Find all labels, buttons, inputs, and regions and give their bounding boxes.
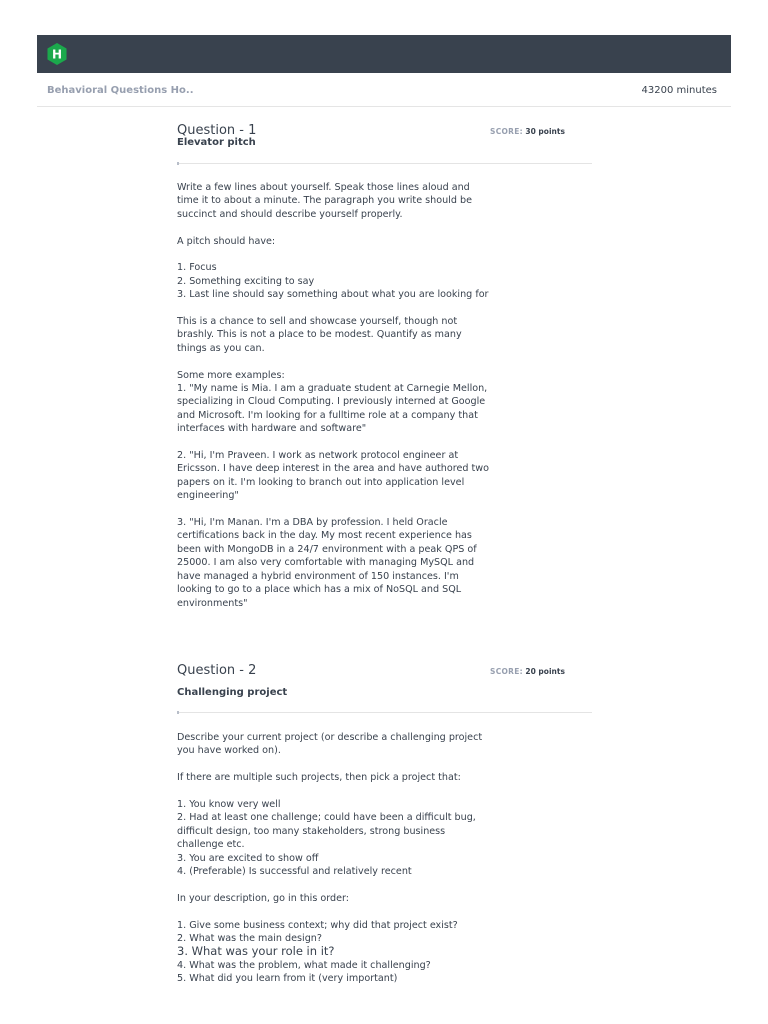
- question-heading: Question - 1: [177, 123, 257, 138]
- description-line: and Microsoft. I'm looking for a fulltime role at a company that: [177, 409, 478, 421]
- description-line: A pitch should have:: [177, 235, 276, 247]
- description-line: succinct and should describe yourself properly.: [177, 208, 403, 220]
- description-line: specializing in Cloud Computing. I previously interned at Google: [177, 396, 486, 408]
- list-item: 2. Had at least one challenge; could have been a difficult bug,: [177, 812, 476, 824]
- question-divider: [177, 712, 592, 713]
- question-title: Challenging project: [177, 687, 288, 698]
- question-heading: Question - 2: [177, 663, 257, 678]
- list-item: 1. Focus: [177, 262, 217, 274]
- list-item: 4. (Preferable) Is successful and relatively recent: [177, 866, 412, 878]
- example-paragraph: [177, 449, 492, 503]
- description-line: Write a few lines about yourself. Speak those lines aloud and: [177, 182, 470, 193]
- description-line: papers on it. I'm looking to branch out into application level: [177, 476, 465, 488]
- description-paragraph: [177, 315, 492, 355]
- description-line: been with MongoDB in a 24/7 environment with a peak QPS of: [177, 543, 477, 555]
- description-line: you have worked on).: [177, 745, 281, 757]
- question-score: [490, 667, 565, 676]
- description-line: Describe your current project (or describe a challenging project: [177, 732, 483, 743]
- list-item: 1. You know very well: [177, 799, 281, 810]
- description-line: interfaces with hardware and software": [177, 423, 367, 435]
- description-line: certifications back in the day. My most recent experience has: [177, 530, 472, 542]
- description-paragraph: [177, 181, 492, 221]
- top-navigation-bar: [37, 35, 731, 73]
- description-line: Some more examples:: [177, 369, 285, 381]
- question-score: [490, 127, 565, 136]
- list-item: 4. What was the problem, what made it challenging?: [177, 959, 431, 971]
- example-paragraph: [177, 369, 492, 436]
- description-paragraph: [177, 235, 492, 248]
- logo-letter: H: [51, 47, 63, 62]
- test-info-bar: [37, 73, 731, 107]
- description-line: environments": [177, 597, 248, 609]
- description-line: brashly. This is not a place to be modest. Quantify as many: [177, 329, 462, 341]
- list-item: 3. What was your role in it?: [177, 944, 335, 959]
- test-duration: 43200 minutes: [641, 85, 717, 96]
- list-item: 2. Something exciting to say: [177, 275, 315, 287]
- description-line: things as you can.: [177, 342, 265, 354]
- description-list: [177, 919, 492, 986]
- score-value: 30 points: [525, 127, 565, 136]
- description-line: In your description, go in this order:: [177, 892, 350, 904]
- question-title: Elevator pitch: [177, 137, 256, 148]
- question-divider: [177, 163, 592, 164]
- description-paragraph: [177, 771, 492, 784]
- score-value: 20 points: [525, 667, 565, 676]
- description-line: 2. "Hi, I'm Praveen. I work as network protocol engineer at: [177, 450, 459, 462]
- description-line: have managed a hybrid environment of 150 instances. I'm: [177, 570, 459, 582]
- description-line: Ericsson. I have deep interest in the area and have authored two: [177, 463, 489, 475]
- description-line: looking to go to a place which has a mix of NoSQL and SQL: [177, 584, 462, 596]
- list-item: challenge etc.: [177, 839, 245, 851]
- description-list: [177, 798, 492, 878]
- question-description: [177, 181, 492, 623]
- hackerrank-logo-icon[interactable]: [47, 43, 67, 65]
- description-paragraph: [177, 892, 492, 905]
- description-list: [177, 261, 492, 301]
- description-line: This is a chance to sell and showcase yourself, though not: [177, 316, 458, 328]
- list-item: difficult design, too many stakeholders, strong business: [177, 825, 446, 837]
- question-description: [177, 731, 492, 999]
- list-item: 1. Give some business context; why did that project exist?: [177, 919, 458, 931]
- list-item: 3. Last line should say something about what you are looking for: [177, 289, 489, 301]
- list-item: 3. You are excited to show off: [177, 852, 319, 864]
- score-label: SCORE:: [490, 127, 523, 136]
- list-item: 5. What did you learn from it (very important): [177, 973, 398, 985]
- test-title[interactable]: Behavioral Questions Ho..: [47, 85, 194, 96]
- description-paragraph: [177, 731, 492, 758]
- description-line: time it to about a minute. The paragraph you write should be: [177, 195, 472, 207]
- score-label: SCORE:: [490, 667, 523, 676]
- description-line: engineering": [177, 490, 239, 502]
- description-line: 3. "Hi, I'm Manan. I'm a DBA by profession. I held Oracle: [177, 517, 448, 529]
- description-line: 1. "My name is Mia. I am a graduate student at Carnegie Mellon,: [177, 383, 488, 395]
- description-line: If there are multiple such projects, then pick a project that:: [177, 772, 461, 784]
- description-line: 25000. I am also very comfortable with managing MySQL and: [177, 557, 475, 569]
- example-paragraph: [177, 516, 492, 610]
- list-item: 2. What was the main design?: [177, 933, 322, 945]
